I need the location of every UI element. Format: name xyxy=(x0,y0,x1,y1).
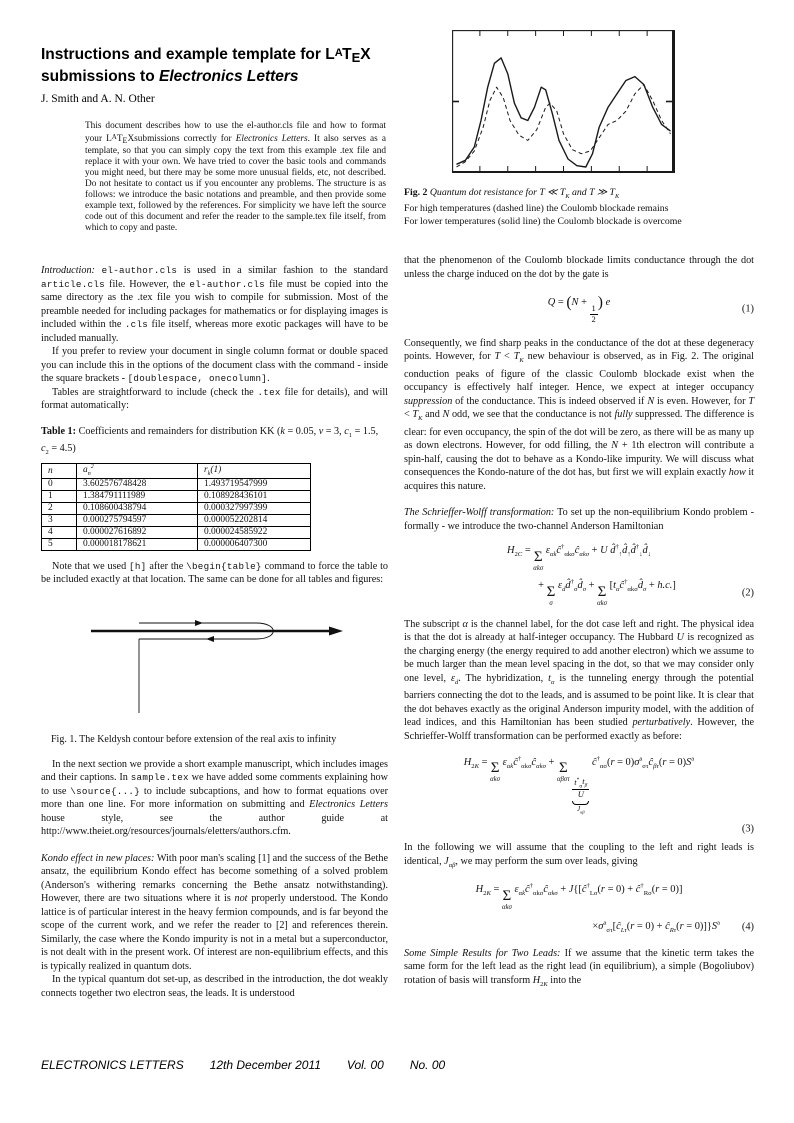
table1-caption: Table 1: Coefficients and remainders for distribution KK (k = 0.05, v = 3, $c_1 = 1.5$, $c_2 = 4.5$) xyxy=(41,425,379,457)
equation-1-body: Q = (N + $\frac{1}{2}$ ) e xyxy=(547,293,611,325)
paragraph-blockade: that the phenomenon of the Coulomb blockade limits conductance through the dot unless the charge induced on the dot by the gate is xyxy=(404,255,754,280)
equation-2-number: (2) xyxy=(741,587,754,599)
equation-3 xyxy=(404,755,754,815)
equation-2-line1-body: $H_{2C}$ = Σ αkσ $\varepsilon_{\alpha k}ĉ^\dagger_{\alpha k\sigma}ĉ_{\alpha k\sigma} + U$ $d̂^\dagger_↑d̂_↑d̂^\dagger_↓d̂_↓$ xyxy=(506,543,652,572)
figure2-caption-line1: Fig. 2 Quantum dot resistance for T ≪ $T_K$ and T ≫ $T_K$ xyxy=(404,187,620,200)
equation-2-line2 xyxy=(404,579,754,608)
table-cell: 0.108928436101 xyxy=(198,490,311,502)
footer-journal: ELECTRONICS LETTERS xyxy=(41,1058,184,1072)
table-row xyxy=(42,478,311,490)
paragraph-review-options: If you prefer to review your document in single column format or double spaced you can include this in the options of the document class with the command - inside the square brackets - [doublespace, onecolumn]. xyxy=(41,346,388,384)
table1-header-rk1: $r_k(1)$ xyxy=(198,463,311,478)
table1-body xyxy=(42,478,311,550)
paragraph-note-h: Note that we used [h] after the \begin{table} command to force the table to be included exactly at that location. The same can be done for all tables and figures: xyxy=(41,560,388,586)
keldysh-contour-diagram xyxy=(49,601,349,719)
left-column xyxy=(41,264,388,1000)
table-cell: 0.000018178621 xyxy=(77,538,198,550)
table-cell: 1.493719547999 xyxy=(198,478,311,490)
table-cell: 1.384791111989 xyxy=(77,490,198,502)
table-cell: 0.000052202814 xyxy=(198,514,311,526)
table1-header-n: n xyxy=(42,463,77,478)
paragraph-following: In the following we will assume that the coupling to the left and right leads is identical, $J_{\alpha\beta}$, we may perform the sum over leads, giving xyxy=(404,842,754,869)
paragraph-typical-dot: In the typical quantum dot set-up, as described in the introduction, the dot weakly connects together two electron seas, the leads. It is understood xyxy=(41,974,388,999)
paragraph-subscript-alpha: The subscript α is the channel label, for the dot case left and right. The physical idea is that the dot is already at half-integer occupancy. The Hubbard U is recognized as the charging energy (the energy required to add another electron) which we assume to be much larger than the mean level spacing in the dot, so that we may consider only one level, $\varepsilon_d$. The hybridization, $t_\alpha$ is the tunneling energy through the potential barriers connecting the dot to the leads, and is assumed to be point like. It is clear that the dot behaves exactly as the original Anderson impurity model, with the addition of lead indices, and this Hamiltonian has been studied perturbatively. However, the Schrieffer-Wolff transformation can be performed exactly as before: xyxy=(404,618,754,742)
abstract: This document describes how to use the el-author.cls file and how to format your $L^ATEXsubmissions$ correctly for Electronics Letters. It also serves as a template, so that you can simply copy the text from this example .tex file and replace it with your own. We have tried to cover the basic tools and commands you might need, but there may be some more unusual fields, etc, not described. Do not hesitate to contact us if you encounter any problems. The structure is as follows: we introduce the basic notations and preamble, and then provide some example text, followed by the references. For simplicity we have left the source code out of this document and refer the reader to the sample.tex file itself, from which to copy and paste. xyxy=(85,121,386,233)
table-row xyxy=(42,502,311,514)
paragraph-next-section: In the next section we provide a short example manuscript, which includes images and their captions. In sample.tex we have added some comments explaining how to use \source{...} to include subcaptions, and how to format equations over more than one line. For more information on submitting and Electronics Letters house style, see the author guide at http://www.theiet.org/resources/journals/eletters/authors.cfm. xyxy=(41,758,388,838)
page-footer xyxy=(41,1058,445,1072)
equation-3-number: (3) xyxy=(741,823,754,835)
table1-header-an2: $a_n^2$ xyxy=(77,463,198,478)
table-cell: 3 xyxy=(42,514,77,526)
table-cell: 2 xyxy=(42,502,77,514)
equation-1 xyxy=(404,293,754,324)
footer-volume: Vol. 00 xyxy=(346,1058,384,1072)
table-cell: 0.000006407300 xyxy=(198,538,311,550)
table-cell: 0.000024585922 xyxy=(198,526,311,538)
figure2-chart xyxy=(452,30,754,178)
right-column xyxy=(404,30,754,991)
table-cell: 5 xyxy=(42,538,77,550)
table-cell: 0 xyxy=(42,478,77,490)
table-cell: 4 xyxy=(42,526,77,538)
figure1-caption: Fig. 1. The Keldysh contour before extension of the real axis to infinity xyxy=(51,733,337,745)
footer-number: No. 00 xyxy=(409,1058,446,1072)
table-cell: 0.108600438794 xyxy=(77,502,198,514)
equation-4-line2 xyxy=(404,919,754,934)
equation-4-line1 xyxy=(404,882,754,911)
paragraph-tables: Tables are straightforward to include (check the .tex file for details), and will format automatically: xyxy=(41,386,388,411)
quantum-dot-resistance-plot xyxy=(452,30,675,173)
footer-date: 12th December 2011 xyxy=(209,1058,321,1072)
equation-3-body: $H_{2K}$ = Σ αkσ $\varepsilon_{\alpha k}ĉ^\dagger_{\alpha k\sigma}ĉ_{\alpha k\sigma}$ + Σ αβστ $\frac{t^*_\alpha t_\beta}{U}$ $J_{\alpha\beta}$ $ĉ^\dagger_{\alpha\sigma}(r$ = $0)\sigma^a_{\sigma\tau}ĉ_{\beta\tau}(r = 0)S^a$ xyxy=(463,755,695,815)
table-cell: 0.000327997399 xyxy=(198,502,311,514)
authors: J. Smith and A. N. Other xyxy=(41,93,155,105)
page-title: Instructions and example template for LATEX submissions to Electronics Letters xyxy=(41,46,371,85)
equation-1-number: (1) xyxy=(741,303,754,315)
table-cell: 0.000027616892 xyxy=(77,526,198,538)
equation-4-line1-body: $H_{2K}$ = Σ αkσ $\varepsilon_{\alpha k}ĉ^\dagger_{\alpha k\sigma}ĉ_{\alpha k\sigma}$ + $J\{[ĉ^\dagger_{L\sigma}(r = 0)$ + $ĉ^\dagger_{R\sigma}(r = 0)$] xyxy=(475,882,683,911)
table-row xyxy=(42,526,311,538)
table-row xyxy=(42,490,311,502)
table-cell: 0.000275794597 xyxy=(77,514,198,526)
table1 xyxy=(41,463,311,551)
equation-2-line1 xyxy=(404,543,754,572)
table-row xyxy=(42,514,311,526)
table-row xyxy=(42,538,311,550)
equation-4-number: (4) xyxy=(741,921,754,933)
paragraph-kondo-effect: Kondo effect in new places: With poor man's scaling [1] and the success of the Bethe ansatz, the equilibrium Kondo effect has become something of a solved problem (Anderson's withering remarks concerning the Bethe ansatz notwithstanding). However, there are two situations where it is not properly understood. The Kondo lattice is of particular interest in the heavy fermion compounds, and is far beyond the scope of the current work, and we refer the reader to [2] and references therein. Similarly, the case where the Kondo impurity is not in a metal but a superconductor, is not dealt with in the present work. Of interest are non-equilibrium effects, and this is typically realized in quantum dots. xyxy=(41,852,388,972)
equation-4-line2-body: $\times\sigma^a_{\sigma\tau}[ĉ_{L\tau}(r = 0)$ + $ĉ_{R\tau}(r = 0)]\}S^a$ xyxy=(592,919,720,934)
paragraph-introduction: Introduction: el-author.cls is used in a similar fashion to the standard article.cls file. However, the el-author.cls file must be copied into the same directory as the .tex file you wish to compile for submission. Most of the preamble needed for including packages for mathematics or for displaying images is included within the .cls file itself, whereas more exotic packages will have to be included manually. xyxy=(41,265,389,344)
paragraph-schrieffer-wolff: The Schrieffer-Wolff transformation: To set up the non-equilibrium Kondo problem - formally - we introduce the two-channel Anderson Hamiltonian xyxy=(404,507,754,532)
equation-2-line2-body: + Σ σ $\varepsilon_dd̂^\dagger_\sigma d̂_\sigma$ + Σ αkσ $[t_\alpha ĉ^\dagger_{\alpha k\sigma}d̂_\sigma + h.c.]$ xyxy=(538,578,676,607)
paragraph-consequently: Consequently, we find sharp peaks in the conductance of the dot at these degeneracy points. However, for $T < T_K$ new behaviour is observed, as in Fig. 2. The original conduction peaks of figure of the classic Coulomb blockade exist when the occupancy is effectively half integer. Hence, we expect at integer occupancy suppression of the conductance. This is indeed observed if N is even. However, for $T < T_K$ and N odd, we see that the conductance is not fully suppressed. The difference is clear: for even occupancy, the spin of the dot will be zero, as there will be as many up as down electrons. However, for odd filling, the N + 1th electron will contribute a spin-half, causing the dot to behave as a Kondo-like impurity. We will discuss what consequences the Kondo-nature of the dot has, but first we will explain exactly how it acquires this nature. xyxy=(404,337,755,492)
figure2-caption-line2: For high temperatures (dashed line) the Coulomb blockade remains xyxy=(404,203,669,215)
figure1-keldysh-contour xyxy=(49,601,388,724)
table-cell: 1 xyxy=(42,490,77,502)
equation-3-number-row xyxy=(404,823,754,835)
paragraph-simple-results: Some Simple Results for Two Leads: If we assume that the kinetic term takes the same form for the left lead as the right lead (in equilibrium), a simple (Bogoliubov) rotation of basis will transform $H_{2K}$ into the xyxy=(404,947,754,988)
figure2-caption-line3: For lower temperatures (solid line) the Coulomb blockade is overcome xyxy=(404,215,682,227)
table1-header-row xyxy=(42,463,311,478)
table-cell: 3.602576748428 xyxy=(77,478,198,490)
